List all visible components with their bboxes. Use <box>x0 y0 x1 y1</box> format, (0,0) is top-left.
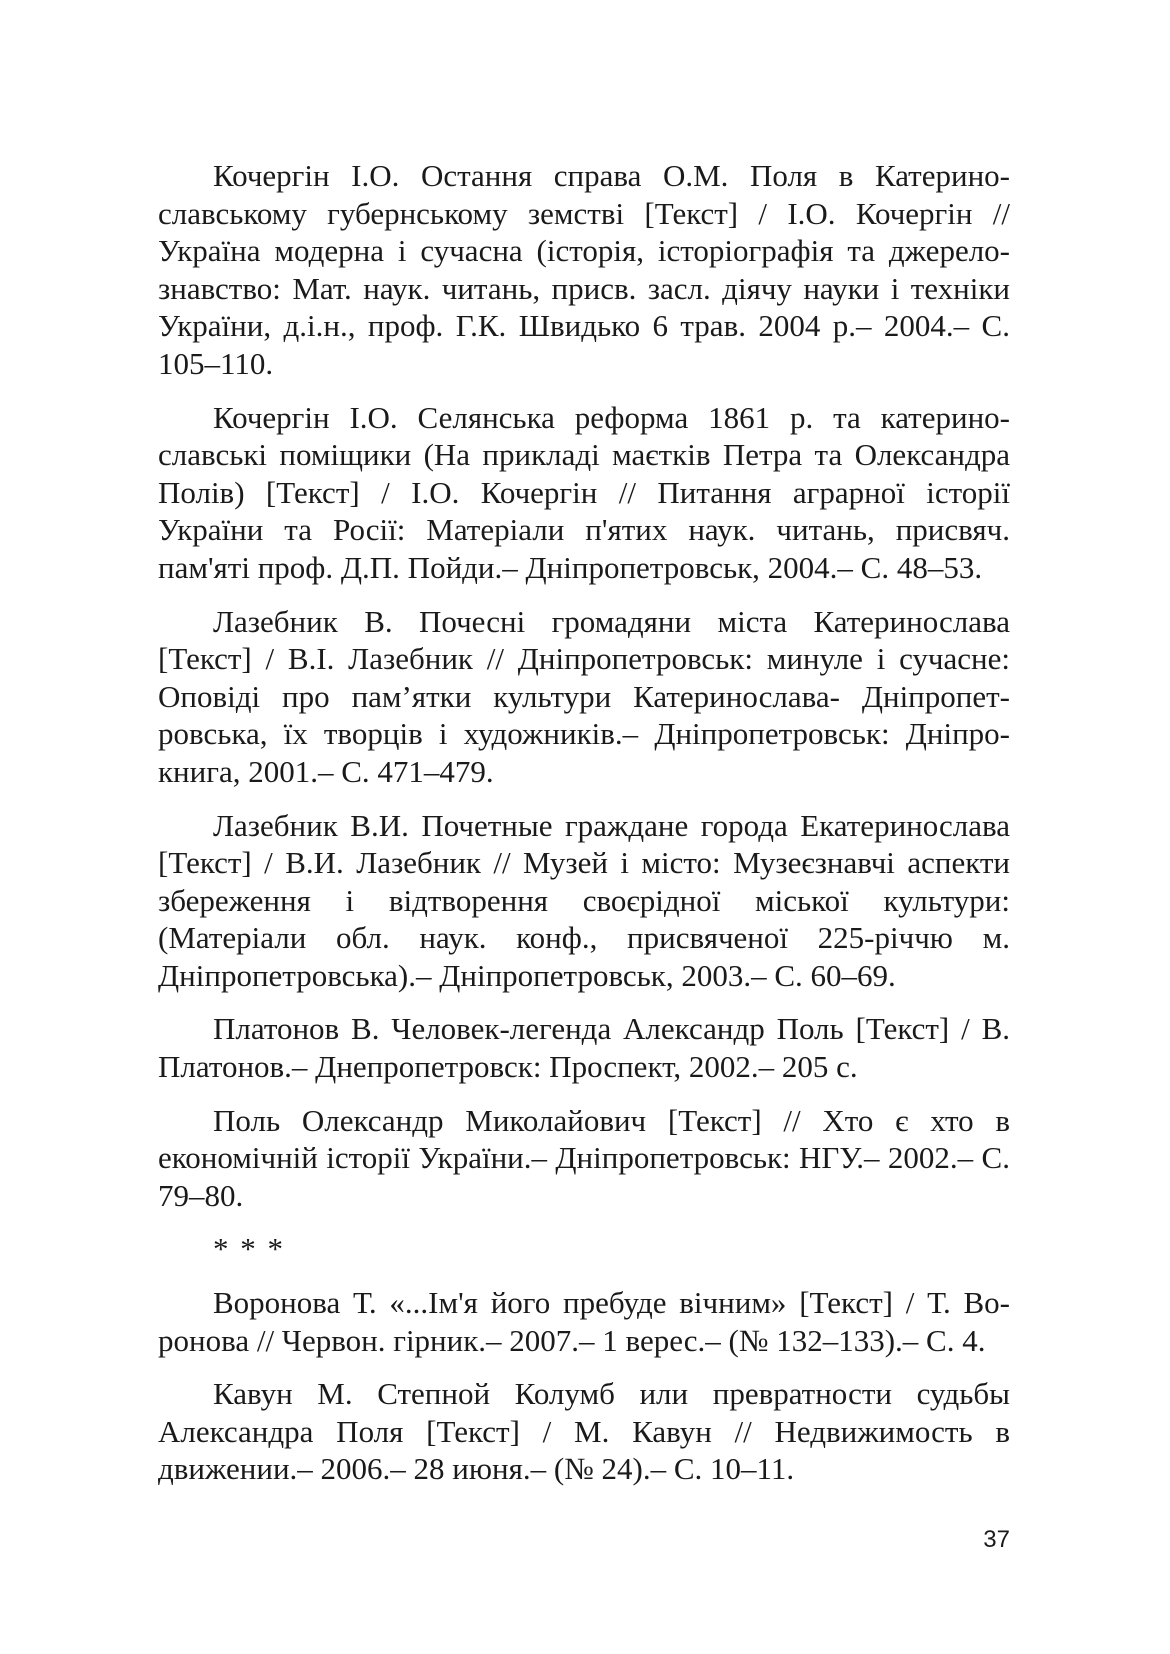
bibliography-entry: Поль Олександр Миколайович [Текст] // Хто є хто в економічній історії України.– Дніпропетровськ: НГУ.– 2002.– С. 79–80. <box>158 1102 1010 1213</box>
section-separator: * * * <box>213 1231 285 1267</box>
bibliography-entry: Кочергін І.О. Селянська реформа 1861 р. та катеринославські поміщики (На прикладі маєтків Петра та Олександра Полів) [Текст] / І.О. Кочергін // Питання аграрної історії України та Росії: Матеріали п'ятих наук. читань, присвяч. пам'яті проф. Д.П. Пойди.– Дніпропетровськ, 2004.– С. 48–53. <box>158 399 1010 585</box>
bibliography-list <box>158 157 1010 1504</box>
bibliography-entry: Лазебник В.И. Почетные граждане города Екатеринослава [Текст] / В.И. Лазебник // Музей і місто: Музеєзнавчі аспекти збереження і відтворення своєрідної міської культури: (Матеріали обл. наук. конф., присвяченої 225-річчю м. Дніпропетровська).– Дніпропетровськ, 2003.– С. 60–69. <box>158 807 1010 993</box>
bibliography-entry: Кавун М. Степной Колумб или превратности судьбы Александра Поля [Текст] / М. Кавун // Недвижимость в движении.– 2006.– 28 июня.– (№ 24).– С. 10–11. <box>158 1376 1010 1487</box>
bibliography-entry: Воронова Т. «...Ім'я його пребуде вічним» [Текст] / Т. Воронова // Червон. гірник.– 2007.– 1 верес.– (№ 132–133).– С. 4. <box>158 1285 1010 1358</box>
bibliography-entry: Лазебник В. Почесні громадяни міста Катеринослава [Текст] / В.І. Лазебник // Дніпропетровськ: минуле і сучасне: Оповіді про пам’ятки культури Катеринослава- Дніпропетровська, їх творців і художників.– Дніпропетровськ: Дніпрокнига, 2001.– С. 471–479. <box>158 603 1010 789</box>
bibliography-entry: Платонов В. Человек-легенда Александр Поль [Текст] / В. Платонов.– Днепропетровск: Проспект, 2002.– 205 с. <box>158 1011 1010 1085</box>
page-number: 37 <box>983 1526 1010 1553</box>
bibliography-entry: Кочергін І.О. Остання справа О.М. Поля в Катеринославському губернському земстві [Текст] / І.О. Кочергін // Україна модерна і сучасна (історія, історіографія та джерелознавство: Мат. наук. читань, присв. засл. діячу науки і техніки України, д.і.н., проф. Г.К. Швидько 6 трав. 2004 р.– 2004.– С. 105–110. <box>158 158 1010 381</box>
